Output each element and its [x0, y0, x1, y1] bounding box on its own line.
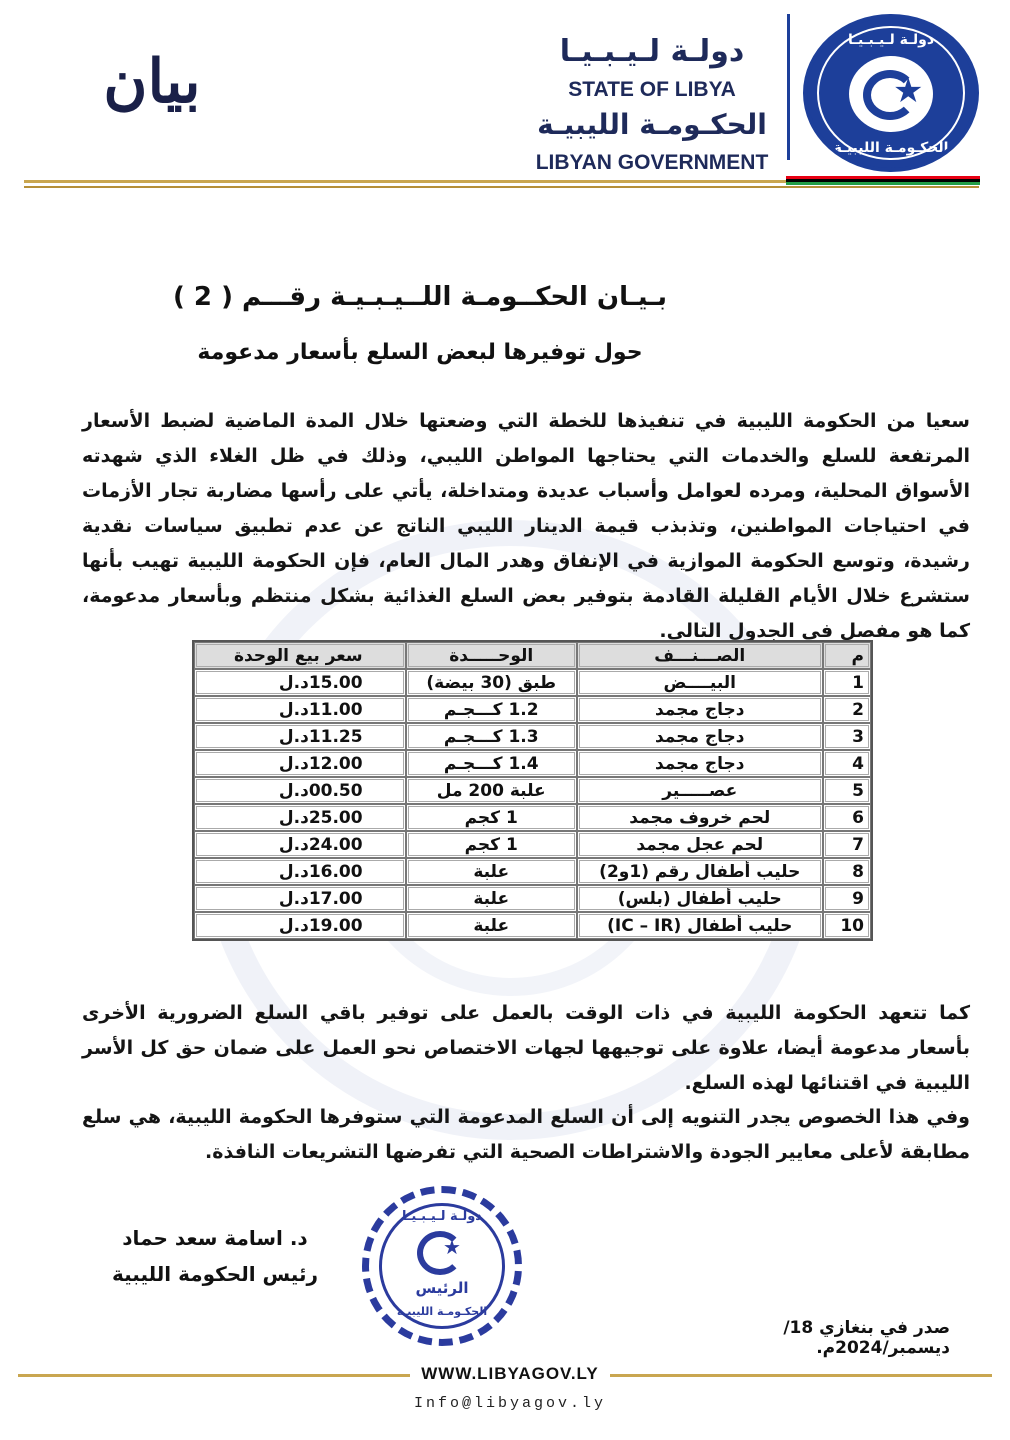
row-unit: علبة [406, 858, 577, 885]
row-number: 1 [823, 669, 871, 696]
table-row [194, 750, 871, 777]
header-gold-line-secondary [24, 186, 979, 188]
footer-line-right [610, 1374, 992, 1377]
table-row [194, 723, 871, 750]
row-unit: 1 كجم [406, 804, 577, 831]
row-item: حليب أطفال (IC – IR) [577, 912, 823, 939]
row-unit: 1.3 كـــجـم [406, 723, 577, 750]
row-number: 5 [823, 777, 871, 804]
stamp-top-text: دولـة لـيـبـيـا [402, 1209, 482, 1224]
row-unit: علبة 200 مل [406, 777, 577, 804]
row-price: 12.00د.ل [194, 750, 406, 777]
seal-top-text: دولـة لـيـبـيـا [847, 32, 935, 48]
row-number: 2 [823, 696, 871, 723]
row-item: دجاج مجمد [577, 750, 823, 777]
table-row [194, 669, 871, 696]
row-number: 3 [823, 723, 871, 750]
row-number: 8 [823, 858, 871, 885]
star-icon: ★ [893, 71, 924, 111]
statement-subtitle: حول توفيرها لبعض السلع بأسعار مدعومة [197, 340, 643, 365]
table-row [194, 804, 871, 831]
row-unit: علبة [406, 912, 577, 939]
row-unit: طبق (30 بيضة) [406, 669, 577, 696]
commitment-paragraph: كما تتعهد الحكومة الليبية في ذات الوقت بالعمل على توفير باقي السلع الضرورية الأخرى بأسعار مدعومة أيضا، علاوة على توجيهها لجهات الاختصاص نحو العمل على ضمان حق كل الأسر الليبية في اقتنائها لهذه السلع. [82, 1002, 970, 1094]
row-item: لحم عجل مجمد [577, 831, 823, 858]
row-unit: 1.4 كـــجـم [406, 750, 577, 777]
row-unit: 1.2 كـــجـم [406, 696, 577, 723]
table-row [194, 885, 871, 912]
header-english-government: LIBYAN GOVERNMENT [535, 151, 769, 174]
row-item: دجاج مجمد [577, 696, 823, 723]
table-row [194, 777, 871, 804]
footer-line-left [18, 1374, 410, 1377]
statement-title: بـيـان الحكــومـة اللــيـبـيـة رقـــم ( 2 ) [172, 282, 667, 312]
header-divider [787, 14, 790, 160]
row-number: 6 [823, 804, 871, 831]
header-arabic-government: الحكـومـة الليبيـة [537, 108, 767, 141]
table-row [194, 912, 871, 939]
row-price: 25.00د.ل [194, 804, 406, 831]
table-row [194, 831, 871, 858]
bayan-calligraphy-logo: بيان [103, 47, 201, 117]
stamp-middle-text: الرئيس [415, 1279, 469, 1297]
row-price: 15.00د.ل [194, 669, 406, 696]
header-item: الصـــنـــف [577, 642, 823, 669]
row-unit: 1 كجم [406, 831, 577, 858]
libya-flag-stripe [786, 176, 980, 186]
row-item: حليب أطفال (بلس) [577, 885, 823, 912]
stamp-star-icon: ★ [443, 1235, 461, 1259]
table-row [194, 696, 871, 723]
official-stamp [362, 1186, 522, 1346]
row-price: 24.00د.ل [194, 831, 406, 858]
header-price: سعر بيع الوحدة [194, 642, 406, 669]
subsidized-goods-table [192, 640, 873, 941]
stamp-bottom-text: الحكـومـة الليبيـة [396, 1305, 488, 1318]
email-link[interactable]: Info@libyagov.ly [413, 1395, 607, 1412]
header-number: م [823, 642, 871, 669]
quality-note-paragraph: وفي هذا الخصوص يجدر التنويه إلى أن السلع المدعومة التي ستوفرها الحكومة الليبية، هي سلع مطابقة لأعلى معايير الجودة والاشتراطات الصحية التي تفرضها التشريعات النافذة. [82, 1106, 970, 1163]
row-price: 16.00د.ل [194, 858, 406, 885]
header-english-state: STATE OF LIBYA [568, 78, 736, 101]
row-number: 9 [823, 885, 871, 912]
header-unit: الوحـــــدة [406, 642, 577, 669]
intro-paragraph: سعيا من الحكومة الليبية في تنفيذها للخطة التي وضعتها خلال المدة الماضية لضبط الأسعار المرتفعة للسلع والخدمات التي يحتاجها المواطن الليبي، وذلك في ظل الغلاء الذي شهدته الأسواق المحلية، ومرده لعوامل وأسباب عديدة ومتداخلة، يأتي على رأسها مضاربة تجار الأزمات في احتياجات المواطنين، وتذبذب قيمة الدينار الليبي الناتج عن عدم تطبيق سياسات نقدية رشيدة، وتوسع الحكومة الموازية في الإنفاق وهدر المال العام، فإن الحكومة الليبية تهيب بأنها ستشرع خلال الأيام القليلة القادمة بتوفير بعض السلع الغذائية بشكل منتظم وبأسعار مدعومة، كما هو مفصل في الجدول التالي. [82, 410, 970, 642]
row-number: 4 [823, 750, 871, 777]
seal-bottom-text: الحكـومـة الليبيـة [833, 140, 949, 156]
row-item: دجاج مجمد [577, 723, 823, 750]
row-item: البيــــض [577, 669, 823, 696]
signatory-role: رئيس الحكومة الليبية [112, 1262, 318, 1286]
row-number: 10 [823, 912, 871, 939]
website-link[interactable]: WWW.LIBYAGOV.LY [421, 1364, 599, 1383]
row-price: 19.00د.ل [194, 912, 406, 939]
government-seal-logo [803, 14, 979, 172]
row-item: لحم خروف مجمد [577, 804, 823, 831]
row-item: حليب أطفال رقم (1و2) [577, 858, 823, 885]
row-price: 17.00د.ل [194, 885, 406, 912]
row-price: 00.50د.ل [194, 777, 406, 804]
header-arabic-state: دولـة لـيـبـيـا [559, 34, 745, 69]
row-price: 11.25د.ل [194, 723, 406, 750]
row-unit: علبة [406, 885, 577, 912]
table-row [194, 858, 871, 885]
issue-date: صدر في بنغازي 18/ ديسمبر/2024م. [783, 1318, 950, 1358]
signatory-name: د. اسامة سعد حماد [122, 1226, 308, 1250]
row-item: عصـــــير [577, 777, 823, 804]
row-number: 7 [823, 831, 871, 858]
table-header-row [194, 642, 871, 669]
row-price: 11.00د.ل [194, 696, 406, 723]
